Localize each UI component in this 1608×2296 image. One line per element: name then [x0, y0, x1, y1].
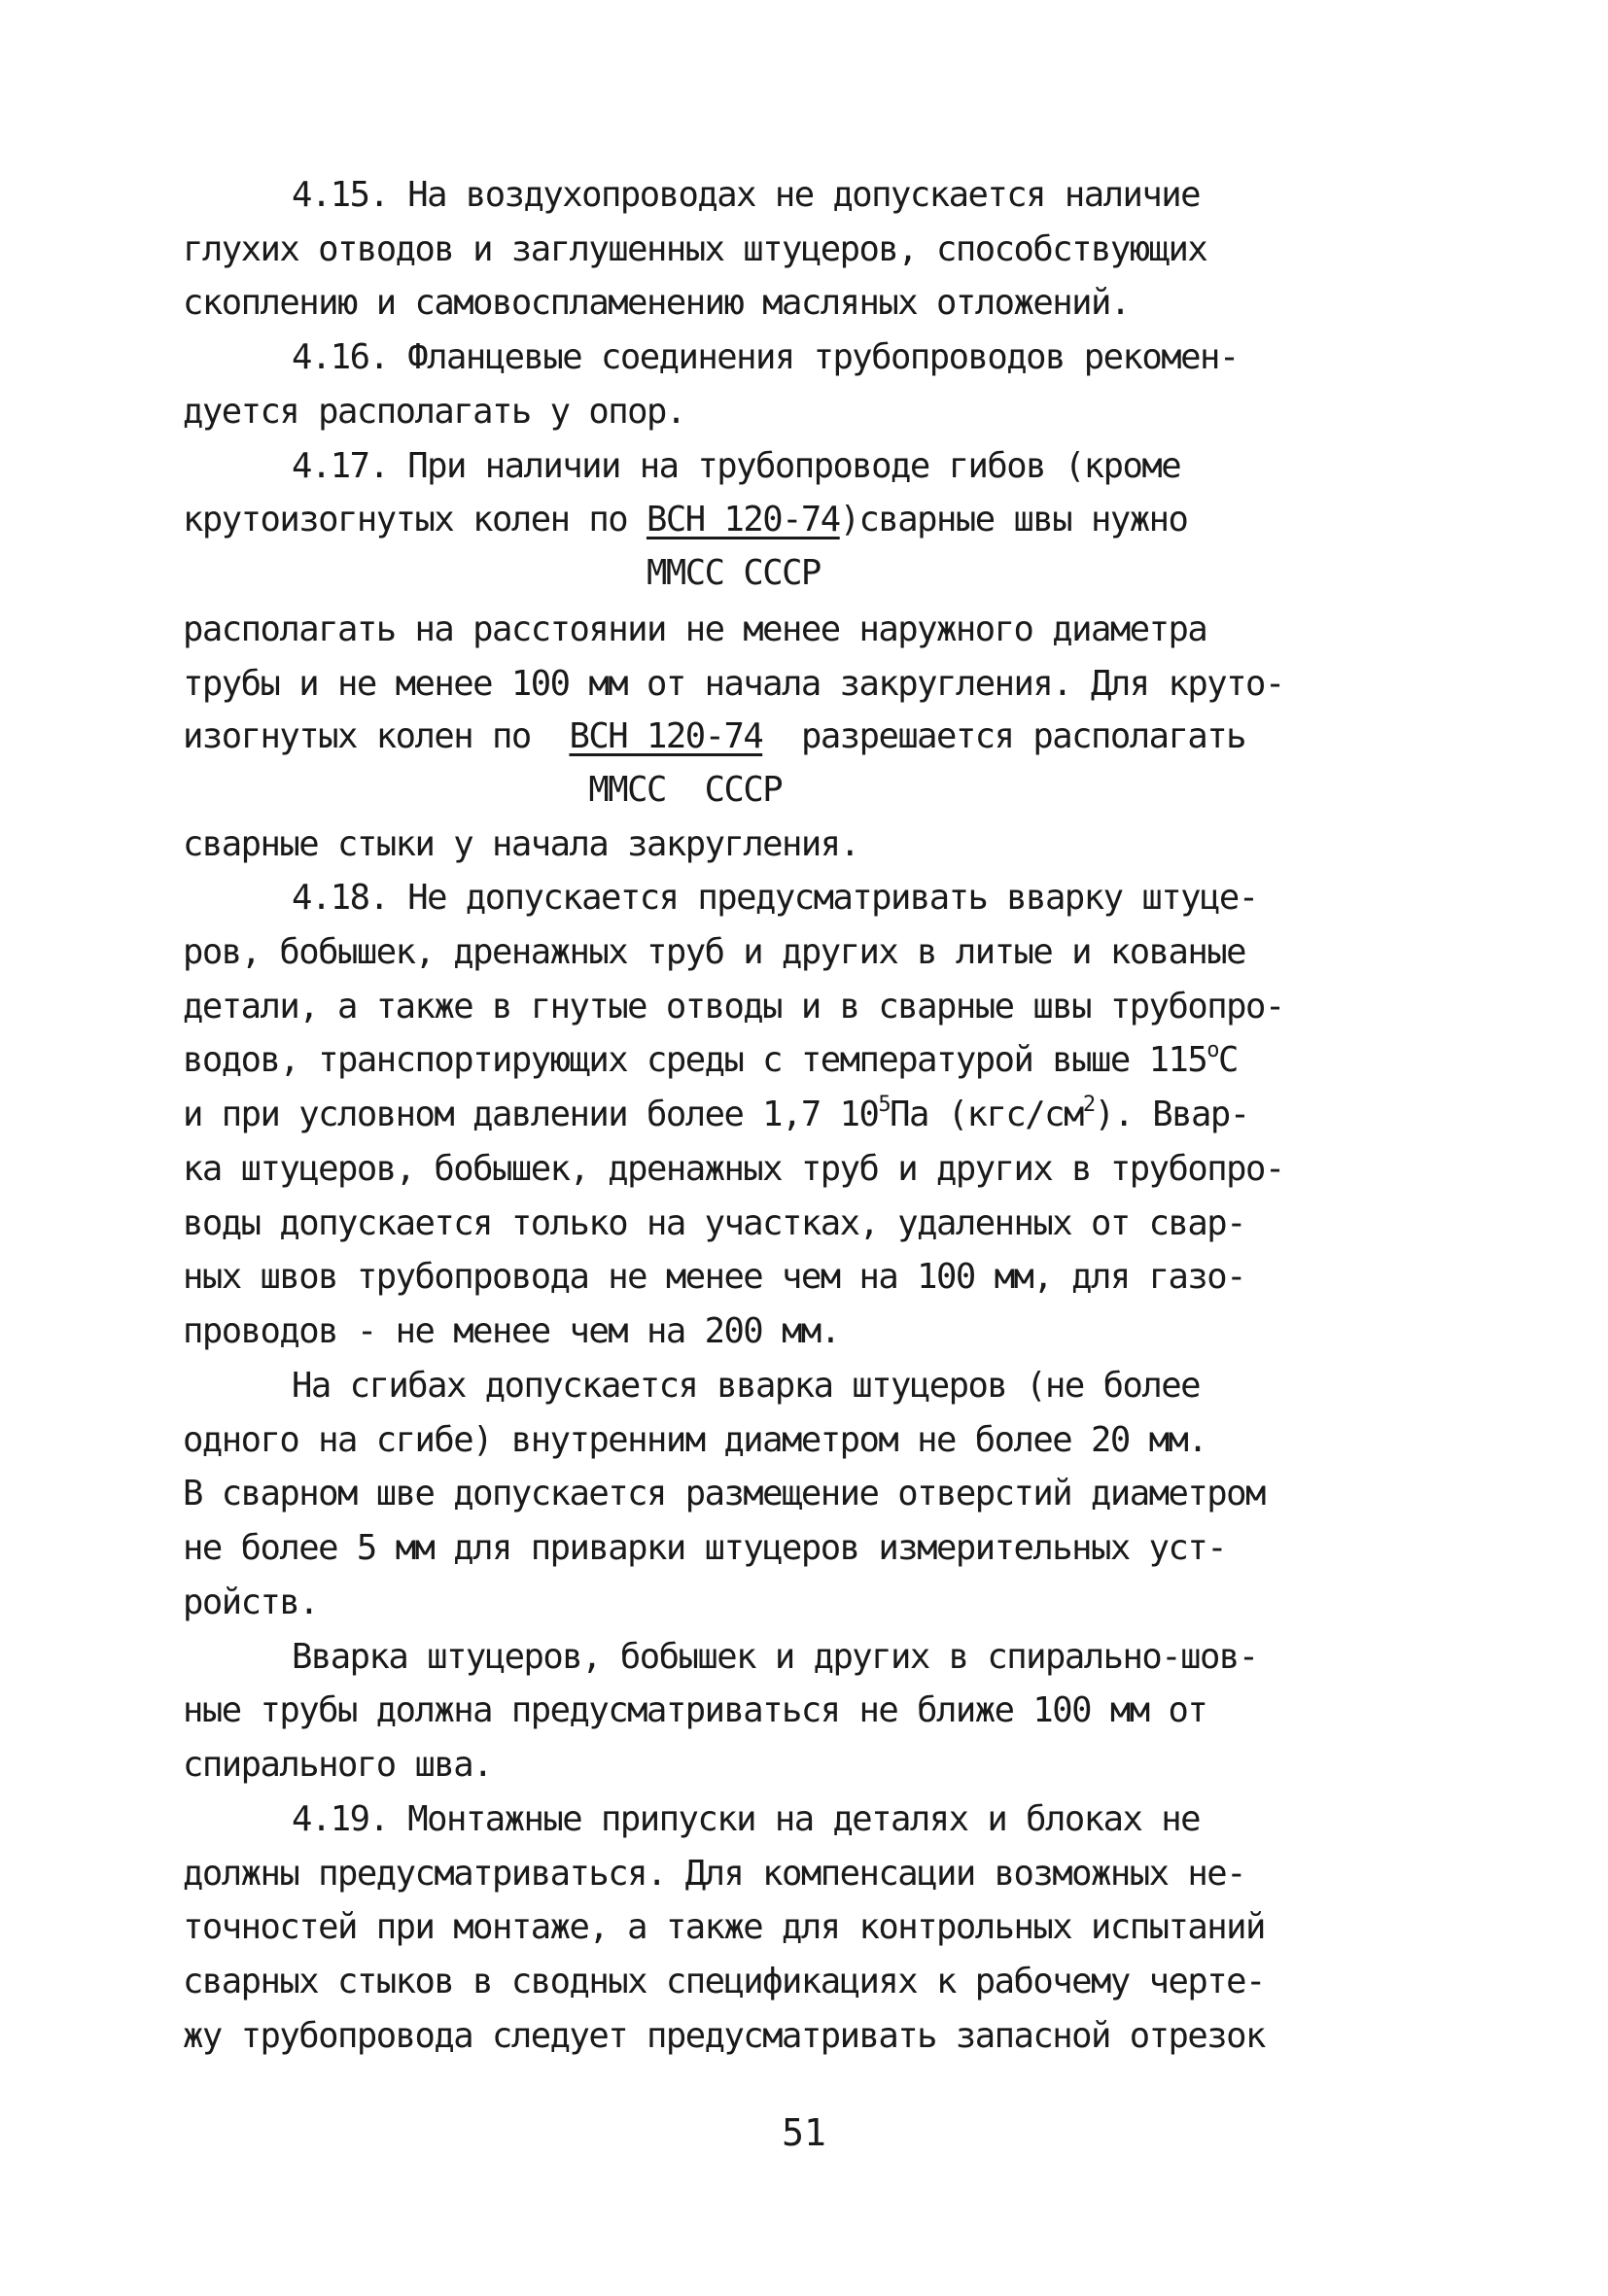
reference-authority: ММСС СССР [646, 553, 821, 593]
text-segment: )сварные швы нужно [839, 500, 1188, 539]
text-segment: Па (кгс/см [890, 1095, 1083, 1134]
text-line-with-reference [183, 716, 1246, 810]
text-line: ка штуцеров, бобышек, дренажных труб и других в трубопро- [183, 1149, 1284, 1189]
text-segment: крутоизогнутых колен по [183, 500, 647, 539]
text-line [183, 1093, 1249, 1134]
reference-authority: ММСС СССР [569, 770, 783, 810]
text-line: дуется располагать у опор. [183, 392, 685, 432]
text-line: скоплению и самовоспламенению масляных отложений. [183, 283, 1130, 323]
standard-reference [569, 716, 783, 810]
text-line [183, 1038, 1238, 1080]
reference-code: ВСН 120-74 [569, 716, 763, 756]
text-line: 4.18. Не допускается предусматривать вварку штуце- [292, 878, 1258, 918]
text-line: сварных стыков в сводных спецификациях к рабочему черте- [183, 1962, 1265, 2001]
standard-reference [646, 500, 840, 593]
text-line: детали, а также в гнутые отводы и в сварные швы трубопро- [183, 987, 1284, 1026]
text-line: 4.19. Монтажные припуски на деталях и блоках не [292, 1799, 1201, 1839]
text-segment: изогнутых колен по [183, 716, 570, 756]
text-line: точностей при монтаже, а также для контрольных испытаний [183, 1907, 1265, 1947]
text-line: располагать на расстоянии не менее наружного диаметра [183, 609, 1207, 649]
text-line: сварные стыки у начала закругления. [183, 824, 859, 864]
text-line: должны предусматриваться. Для компенсации возможных не- [183, 1854, 1246, 1894]
text-line: не более 5 мм для приварки штуцеров измерительных уст- [183, 1528, 1227, 1568]
degree-superscript: o [1206, 1038, 1219, 1063]
text-line: ные трубы должна предусматриваться не ближе 100 мм от [183, 1690, 1207, 1730]
text-segment: разрешается располагать [762, 716, 1246, 756]
text-line-with-reference [183, 500, 1188, 593]
text-line: трубы и не менее 100 мм от начала закругления. Для круто- [183, 664, 1284, 704]
text-line: 4.17. При наличии на трубопроводе гибов (кроме [292, 446, 1181, 486]
text-line: одного на сгибе) внутренним диаметром не более 20 мм. [183, 1420, 1207, 1460]
text-line: На сгибах допускается вварка штуцеров (не более [292, 1366, 1201, 1406]
text-segment: и при условном давлении более 1,7 10 [183, 1095, 879, 1134]
text-line: В сварном шве допускается размещение отверстий диаметром [183, 1474, 1265, 1513]
text-line: проводов - не менее чем на 200 мм. [183, 1311, 840, 1351]
text-line: жу трубопровода следует предусматривать запасной отрезок [183, 2016, 1265, 2056]
exponent-superscript: 2 [1082, 1093, 1095, 1118]
reference-code: ВСН 120-74 [646, 500, 840, 539]
exponent-superscript: 5 [878, 1093, 891, 1118]
text-line: Вварка штуцеров, бобышек и других в спирально-шов- [292, 1637, 1258, 1677]
text-line: 4.16. Фланцевые соединения трубопроводов рекомен- [292, 337, 1239, 377]
text-line: ных швов трубопровода не менее чем на 100 мм, для газо- [183, 1257, 1246, 1297]
text-line: воды допускается только на участках, удаленных от свар- [183, 1203, 1246, 1243]
text-line: ройств. [183, 1583, 319, 1622]
text-line: спирального шва. [183, 1745, 492, 1785]
text-segment: C [1218, 1040, 1238, 1080]
text-segment: ). Ввар- [1094, 1095, 1249, 1134]
text-line: 4.15. На воздухопроводах не допускается наличие [292, 175, 1201, 215]
page-number: 51 [782, 2111, 826, 2154]
text-line: глухих отводов и заглушенных штуцеров, способствующих [183, 229, 1207, 269]
text-segment: водов, транспортирующих среды с температурой выше 115 [183, 1040, 1207, 1080]
text-line: ров, бобышек, дренажных труб и других в литые и кованые [183, 932, 1246, 972]
